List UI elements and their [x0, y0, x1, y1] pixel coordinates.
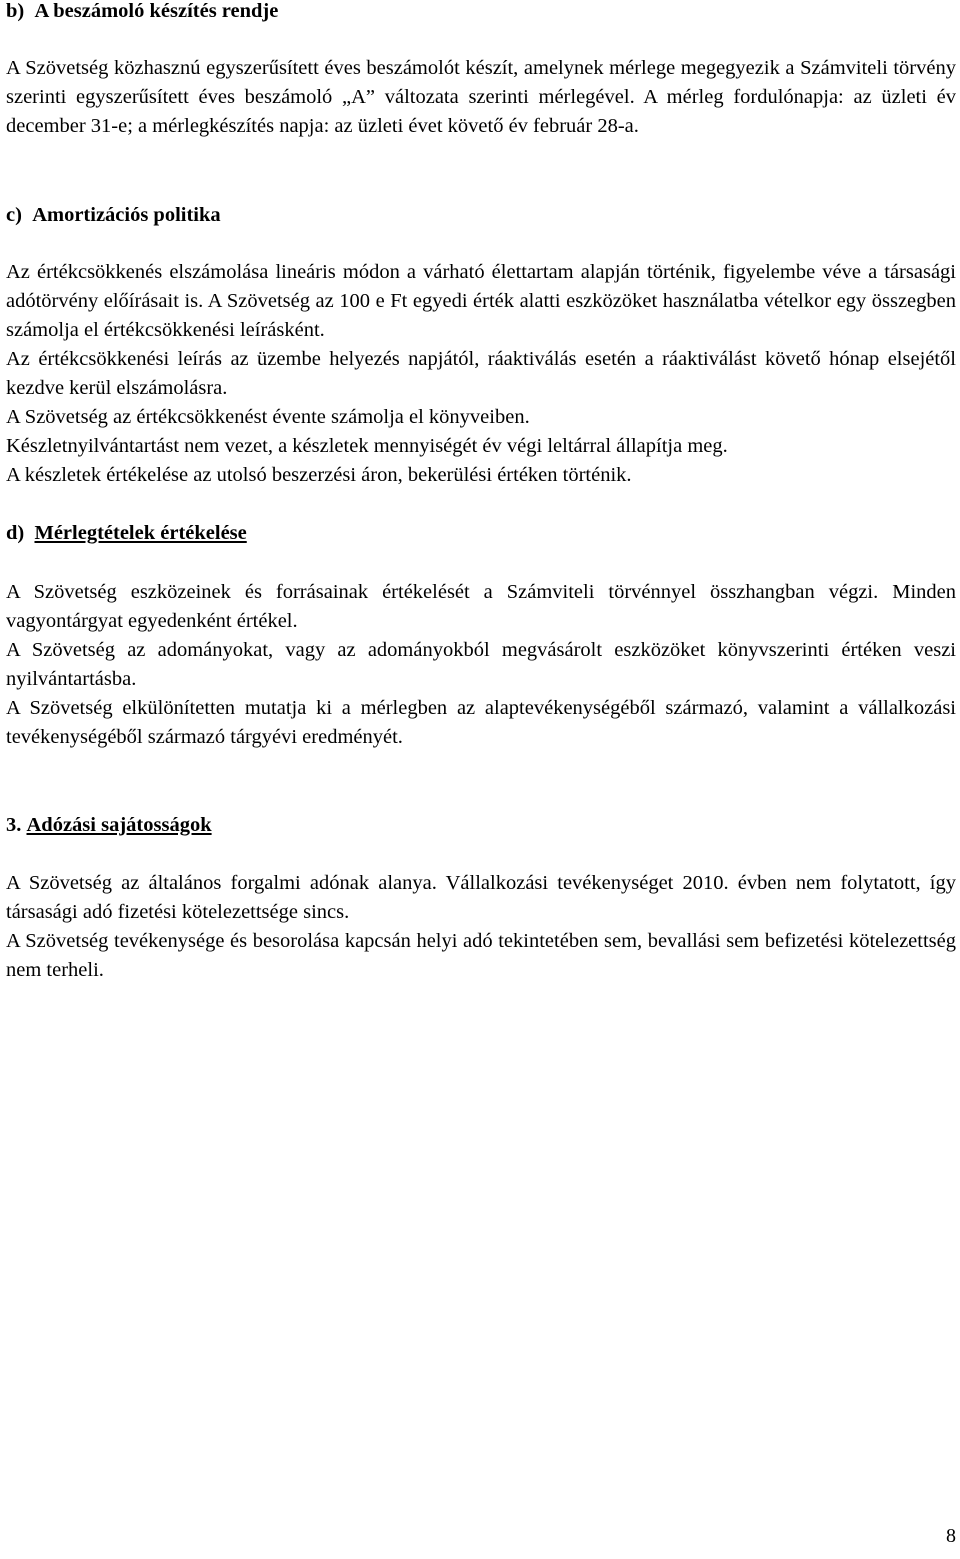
- section-b-title: A beszámoló készítés rendje: [34, 0, 279, 22]
- section-b-paragraph-1: A Szövetség közhasznú egyszerűsített éves beszámolót készít, amelynek mérlege megegyezik a Számviteli törvény szerinti egyszerűsített éves beszámoló „A” változata szerinti mérlegével. A mérleg fordulónapja: az üzleti év december 31-e; a mérlegkészítés napja: az üzleti évet követő év február 28-a.: [6, 57, 956, 137]
- section-d-paragraph-3: A Szövetség elkülönítetten mutatja ki a mérlegben az alaptevékenységéből származó, valamint a vállalkozási tevékenységéből származó tárgyévi eredményét.: [6, 697, 956, 748]
- section-c-paragraph-5: A készletek értékelése az utolsó beszerzési áron, bekerülési értéken történik.: [6, 464, 632, 486]
- page-number: 8: [946, 1525, 956, 1547]
- section-c-prefix: c): [6, 204, 22, 226]
- section-c-paragraph-2: Az értékcsökkenési leírás az üzembe helyezés napjától, ráaktiválás esetén a ráaktiválást követő hónap elsejétől kezdve kerül elszámolásra.: [6, 348, 956, 399]
- section-c-title: Amortizációs politika: [32, 204, 221, 226]
- section-3-paragraph-2: A Szövetség tevékenysége és besorolása kapcsán helyi adó tekintetében sem, bevallási sem befizetési kötelezettség nem terheli.: [6, 930, 956, 981]
- section-d-paragraph-1: A Szövetség eszközeinek és forrásainak értékelését a Számviteli törvénnyel összhangban végzi. Minden vagyontárgyat egyedenként értékel.: [6, 581, 956, 632]
- section-3-paragraph-1: A Szövetség az általános forgalmi adónak alanya. Vállalkozási tevékenységet 2010. évben nem folytatott, így társasági adó fizetési kötelezettsége sincs.: [6, 872, 956, 923]
- section-c-paragraph-1: Az értékcsökkenés elszámolása lineáris módon a várható élettartam alapján történik, figyelembe véve a társasági adótörvény előírásait is. A Szövetség az 100 e Ft egyedi érték alatti eszközöket használatba vételkor egy összegben számolja el értékcsökkenési leírásként.: [6, 261, 956, 341]
- section-d-prefix: d): [6, 522, 25, 544]
- section-3-heading: [6, 811, 212, 840]
- section-d-title: Mérlegtételek értékelése: [34, 522, 247, 544]
- section-3-prefix: 3.: [6, 814, 22, 836]
- section-c-paragraph-3: A Szövetség az értékcsökkenést évente számolja el könyveiben.: [6, 406, 530, 428]
- section-b-prefix: b): [6, 0, 25, 22]
- section-b-heading: [6, 0, 278, 26]
- section-d-paragraph-2: A Szövetség az adományokat, vagy az adományokból megvásárolt eszközöket könyvszerinti értéken veszi nyilvántartásba.: [6, 639, 956, 690]
- section-c-paragraph-4: Készletnyilvántartást nem vezet, a készletek mennyiségét év végi leltárral állapítja meg.: [6, 435, 728, 457]
- section-3-title: Adózási sajátosságok: [26, 814, 212, 836]
- section-d-heading: [6, 519, 247, 548]
- section-c-heading: [6, 201, 221, 230]
